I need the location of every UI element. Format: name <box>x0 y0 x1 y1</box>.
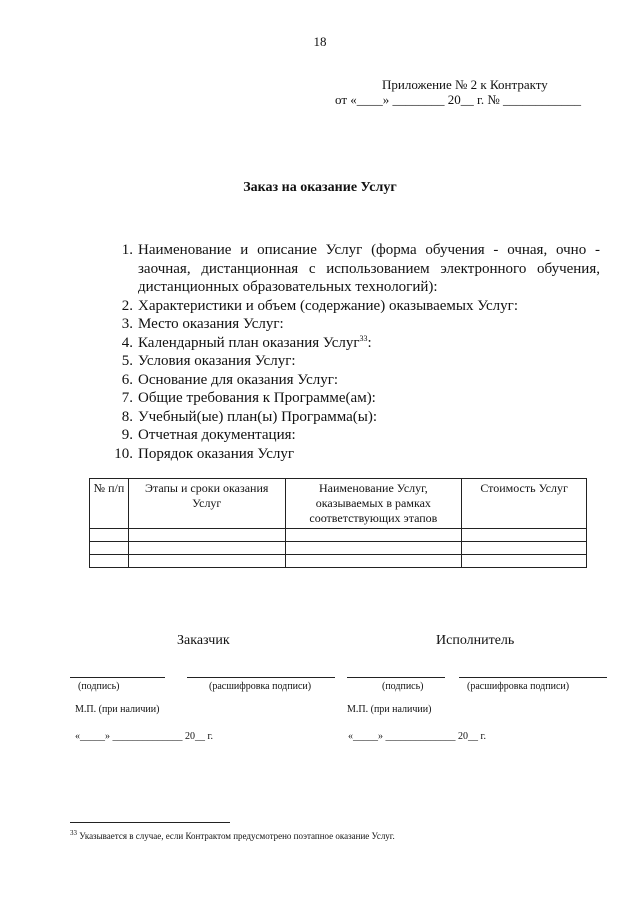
item-number: 3. <box>121 316 133 332</box>
customer-stamp-label: М.П. (при наличии) <box>75 704 160 715</box>
header-stages: Этапы и сроки оказания Услуг <box>128 479 285 529</box>
contractor-date-line[interactable]: «_____» ______________ 20__ г. <box>348 731 486 742</box>
appendix-contract-details: от «____» ________ 20__ г. № ____________ <box>335 92 582 107</box>
item-text: Учебный(ые) план(ы) Программа(ы): <box>138 408 377 425</box>
customer-signature-label: (подпись) <box>78 681 120 692</box>
contractor-signature-line[interactable] <box>347 677 445 678</box>
footnote-text: Указывается в случае, если Контрактом предусмотрено поэтапное оказание Услуг. <box>79 831 395 841</box>
item-text: Условия оказания Услуг: <box>138 353 296 369</box>
table-cell[interactable] <box>128 555 285 568</box>
contractor-heading: Исполнитель <box>436 633 515 648</box>
customer-decoding-label: (расшифровка подписи) <box>209 681 312 692</box>
item-number: 2. <box>121 297 133 314</box>
stages-table <box>89 478 587 568</box>
item-text: Характеристики и объем (содержание) оказываемых Услуг: <box>138 297 518 314</box>
appendix-reference: Приложение № 2 к Контракту <box>382 77 548 92</box>
table-cell[interactable] <box>128 542 285 555</box>
contractor-decoding-label: (расшифровка подписи) <box>467 681 570 692</box>
header-number: № п/п <box>90 479 129 529</box>
page-number: 18 <box>313 34 327 49</box>
customer-heading: Заказчик <box>177 633 230 648</box>
item-text-suffix: : <box>367 334 372 351</box>
contractor-stamp-label: М.П. (при наличии) <box>347 704 432 715</box>
contractor-signature-label: (подпись) <box>382 681 424 692</box>
list-item <box>110 352 600 371</box>
list-item <box>110 408 600 427</box>
item-number: 4. <box>121 334 133 351</box>
list-item <box>110 426 600 445</box>
list-item <box>110 445 600 464</box>
item-text: Наименование и описание Услуг (форма обучения - очная, очно - заочная, дистанционная с использованием электронного обучения, дистанционных образовательных технологий): <box>138 242 600 295</box>
footnote-separator <box>70 822 230 823</box>
footnote <box>70 829 395 841</box>
customer-signature-line[interactable] <box>70 677 165 678</box>
footnote-reference: 33 <box>359 333 368 343</box>
item-text: Основание для оказания Услуг: <box>138 371 339 388</box>
item-number: 8. <box>121 408 133 425</box>
list-item <box>110 371 600 390</box>
item-number: 9. <box>121 427 133 443</box>
table-cell[interactable] <box>128 529 285 542</box>
item-text: Место оказания Услуг: <box>138 316 284 332</box>
table-cell[interactable] <box>285 542 462 555</box>
list-item <box>110 241 600 297</box>
table-cell[interactable] <box>285 555 462 568</box>
document-title: Заказ на оказание Услуг <box>243 180 397 195</box>
item-text: Порядок оказания Услуг <box>138 445 295 462</box>
item-number: 6. <box>121 371 133 388</box>
item-text-with-footnote <box>138 334 600 353</box>
table-cell[interactable] <box>462 542 587 555</box>
table-row <box>90 555 587 568</box>
item-number: 5. <box>121 353 133 369</box>
table-row <box>90 529 587 542</box>
item-text: Отчетная документация: <box>138 427 296 443</box>
customer-decoding-line[interactable] <box>187 677 335 678</box>
header-service-name: Наименование Услуг, оказываемых в рамках соответствующих этапов <box>285 479 462 529</box>
table-cell[interactable] <box>462 529 587 542</box>
table-cell[interactable] <box>90 529 129 542</box>
item-text: Общие требования к Программе(ам): <box>138 390 376 406</box>
item-number: 7. <box>121 390 133 406</box>
table-header-row <box>90 479 587 529</box>
item-number: 1. <box>121 242 133 258</box>
table-cell[interactable] <box>90 555 129 568</box>
item-number: 10. <box>114 445 133 462</box>
item-text: Календарный план оказания Услуг <box>138 334 360 351</box>
table-row <box>90 542 587 555</box>
list-item <box>110 389 600 408</box>
footnote-mark: 33 <box>70 829 77 837</box>
table-cell[interactable] <box>285 529 462 542</box>
list-item <box>110 315 600 334</box>
contractor-decoding-line[interactable] <box>459 677 607 678</box>
header-cost: Стоимость Услуг <box>462 479 587 529</box>
order-items-list <box>110 241 600 463</box>
table-cell[interactable] <box>90 542 129 555</box>
list-item <box>110 297 600 316</box>
list-item <box>110 334 600 353</box>
customer-date-line[interactable]: «_____» ______________ 20__ г. <box>75 731 213 742</box>
table-cell[interactable] <box>462 555 587 568</box>
